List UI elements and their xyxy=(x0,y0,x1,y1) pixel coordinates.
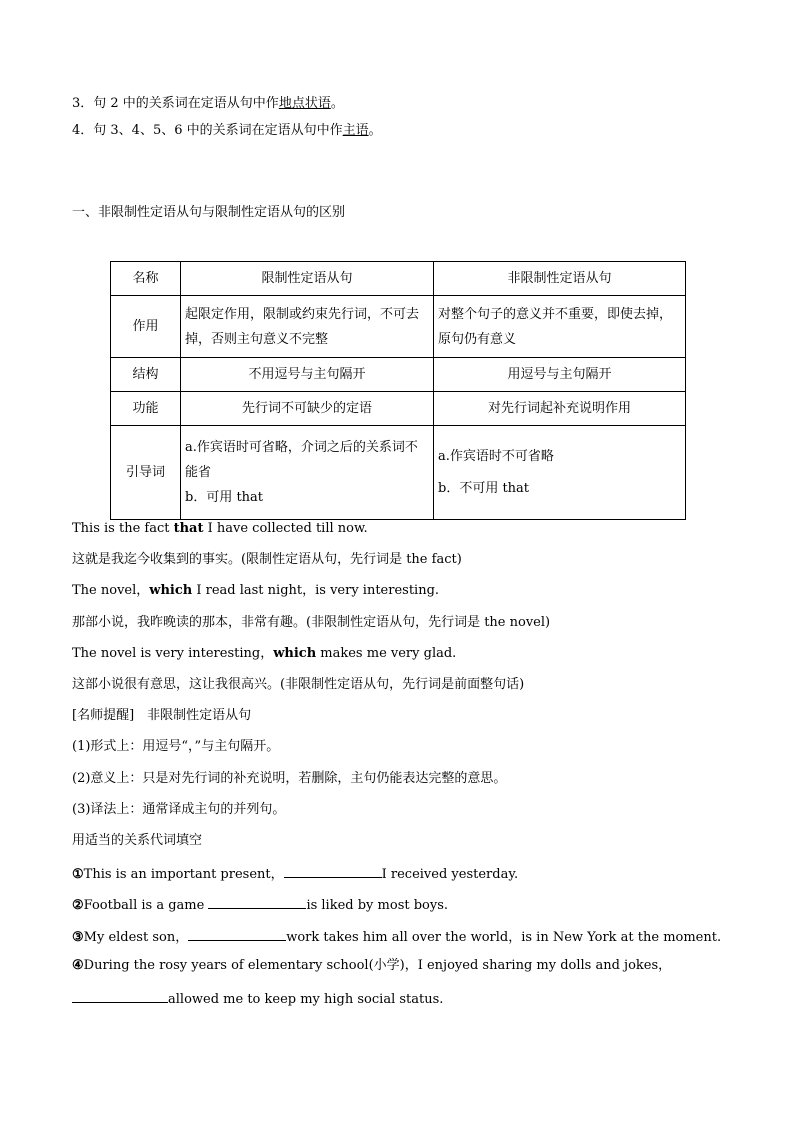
example-3-en xyxy=(72,645,456,663)
question-text: work takes him all over the world，is in New York at the moment. xyxy=(286,930,722,945)
example-2-en xyxy=(72,582,439,600)
nonrestrictive-cell: 对整个句子的意义并不重要，即使去掉，原句仍有意义 xyxy=(434,296,686,358)
question-number: ① xyxy=(72,867,84,882)
example-3-cn: 这部小说很有意思，这让我很高兴。(非限制性定语从句，先行词是前面整句话) xyxy=(72,677,525,692)
note-4 xyxy=(72,122,382,140)
exercise-q3 xyxy=(72,926,721,947)
row-label: 作用 xyxy=(111,296,181,358)
nonrestrictive-cell: 对先行词起补充说明作用 xyxy=(434,392,686,426)
nonrestrictive-point-a: a.作宾语时不可省略 xyxy=(438,448,554,464)
table-row xyxy=(111,296,686,358)
restrictive-point-a: a.作宾语时可省略，介词之后的关系词不能省 xyxy=(185,440,418,480)
table-header-row xyxy=(111,262,686,296)
row-label: 结构 xyxy=(111,358,181,392)
question-text: During the rosy years of elementary school(小学)，I enjoyed sharing my dolls and jokes， xyxy=(83,958,672,973)
question-number: ② xyxy=(72,898,84,913)
exercise-q2 xyxy=(72,894,448,915)
answer-blank[interactable] xyxy=(188,926,286,941)
nonrestrictive-cell: 用逗号与主句隔开 xyxy=(434,358,686,392)
note-3-suffix: 。 xyxy=(330,96,344,111)
answer-blank[interactable] xyxy=(284,863,382,878)
exercise-q1 xyxy=(72,863,518,884)
example-text: makes me very glad. xyxy=(316,646,457,661)
question-text: allowed me to keep my high social status. xyxy=(168,992,444,1007)
answer-blank[interactable] xyxy=(72,988,168,1003)
answer-blank[interactable] xyxy=(208,894,306,909)
question-text: My eldest son， xyxy=(83,930,189,945)
tips-title: [名师提醒] 非限制性定语从句 xyxy=(72,708,252,723)
example-text: I have collected till now. xyxy=(203,521,368,536)
question-number: ③ xyxy=(72,930,84,945)
question-text: I received yesterday. xyxy=(381,867,519,882)
question-text: Football is a game xyxy=(83,898,209,913)
table-row xyxy=(111,358,686,392)
example-text: I read last night，is very interesting. xyxy=(192,583,440,598)
restrictive-point-b: b．可用 that xyxy=(185,490,264,505)
note-3 xyxy=(72,95,344,113)
table-header-cell: 非限制性定语从句 xyxy=(434,262,686,296)
row-label: 引导词 xyxy=(111,426,181,520)
exercise-q4 xyxy=(72,957,671,975)
exercise-q4-cont xyxy=(72,988,443,1009)
note-4-underlined: 主语 xyxy=(342,123,369,138)
tip-1: (1)形式上：用逗号“，”与主句隔开。 xyxy=(72,739,280,754)
table-row xyxy=(111,392,686,426)
comparison-table xyxy=(110,261,686,520)
relative-word: which xyxy=(149,583,193,598)
example-1-cn: 这就是我迄今收集到的事实。(限制性定语从句，先行词是 the fact) xyxy=(72,552,462,567)
section-heading: 一、非限制性定语从句与限制性定语从句的区别 xyxy=(72,205,346,220)
nonrestrictive-cell xyxy=(434,426,686,520)
restrictive-cell: 起限定作用，限制或约束先行词，不可去掉，否则主句意义不完整 xyxy=(181,296,434,358)
example-1-en xyxy=(72,520,368,538)
restrictive-cell: 先行词不可缺少的定语 xyxy=(181,392,434,426)
exercise-title: 用适当的关系代词填空 xyxy=(72,833,203,848)
note-3-underlined: 地点状语 xyxy=(278,96,331,111)
note-3-prefix: 3．句 2 中的关系词在定语从句中作 xyxy=(72,96,279,111)
relative-word: that xyxy=(173,521,204,536)
row-label: 功能 xyxy=(111,392,181,426)
tip-3: (3)译法上：通常译成主句的并列句。 xyxy=(72,802,286,817)
example-text: The novel， xyxy=(72,583,150,598)
note-4-prefix: 4．句 3、4、5、6 中的关系词在定语从句中作 xyxy=(72,123,343,138)
table-row xyxy=(111,426,686,520)
table-header-cell: 限制性定语从句 xyxy=(181,262,434,296)
question-number: ④ xyxy=(72,958,84,973)
tip-2: (2)意义上：只是对先行词的补充说明，若删除，主句仍能表达完整的意思。 xyxy=(72,771,507,786)
example-text: This is the fact xyxy=(72,521,174,536)
relative-word: which xyxy=(273,646,317,661)
restrictive-cell xyxy=(181,426,434,520)
note-4-suffix: 。 xyxy=(368,123,382,138)
table-header-cell: 名称 xyxy=(111,262,181,296)
question-text: is liked by most boys. xyxy=(306,898,449,913)
restrictive-cell: 不用逗号与主句隔开 xyxy=(181,358,434,392)
example-text: The novel is very interesting， xyxy=(72,646,274,661)
nonrestrictive-point-b: b．不可用 that xyxy=(438,480,530,496)
example-2-cn: 那部小说，我昨晚读的那本，非常有趣。(非限制性定语从句，先行词是 the novel) xyxy=(72,615,551,630)
question-text: This is an important present， xyxy=(83,867,284,882)
